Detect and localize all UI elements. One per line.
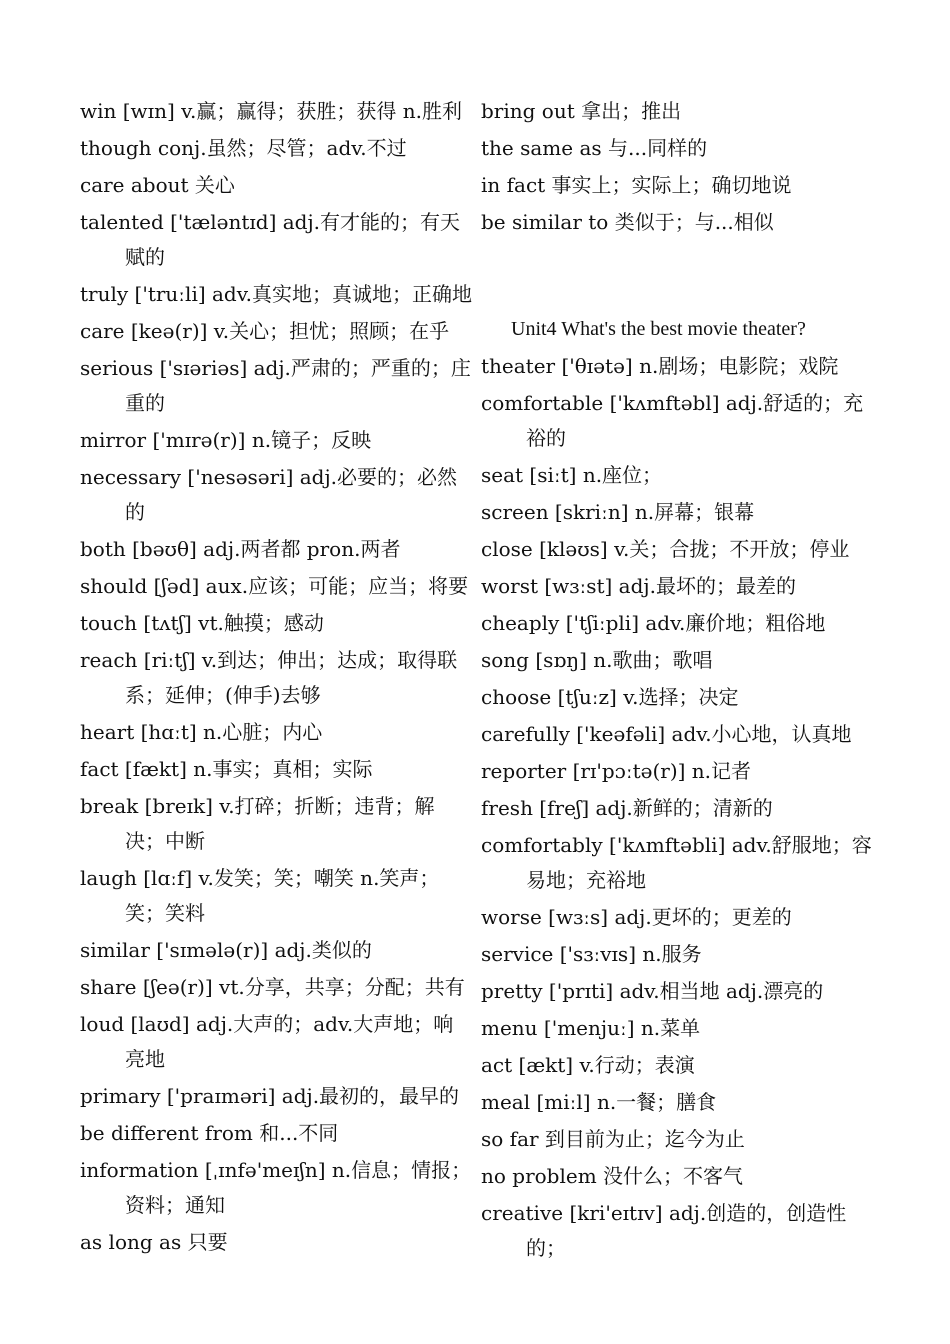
vocab-entry: be different from 和...不同 <box>80 1121 339 1145</box>
vocab-entry: screen [skriːn] n.屏幕；银幕 <box>481 500 755 524</box>
vocab-entry: reporter [rɪ'pɔːtə(r)] n.记者 <box>481 759 752 783</box>
vocab-entry: worse [wɜːs] adj.更坏的；更差的 <box>481 905 792 929</box>
vocab-entry: comfortably ['kʌmftəbli] adv.舒服地；容易地；充裕地 <box>481 833 872 892</box>
vocab-entry: bring out 拿出；推出 <box>481 99 682 123</box>
vocab-entry: similar ['sɪmələ(r)] adj.类似的 <box>80 938 372 962</box>
vocab-entry: be similar to 类似于；与...相似 <box>481 210 774 234</box>
vocab-entry: should [ʃəd] aux.应该；可能；应当；将要 <box>80 574 469 598</box>
vocab-entry: care [keə(r)] v.关心；担忧；照顾；在乎 <box>80 319 450 343</box>
vocab-entry: though conj.虽然；尽管；adv.不过 <box>80 136 407 160</box>
vocab-entry: the same as 与...同样的 <box>481 136 708 160</box>
vocab-entry: service ['sɜːvɪs] n.服务 <box>481 942 702 966</box>
vocab-entry: creative [kri'eɪtɪv] adj.创造的，创造性的； <box>481 1201 847 1260</box>
vocab-entry: break [breɪk] v.打碎；折断；违背；解决；中断 <box>80 794 435 853</box>
vocab-entry: comfortable ['kʌmftəbl] adj.舒适的；充裕的 <box>481 391 864 450</box>
vocab-entry: choose [tʃuːz] v.选择；决定 <box>481 685 739 709</box>
vocab-entry: worst [wɜːst] adj.最坏的；最差的 <box>481 574 796 598</box>
vocab-entry: as long as 只要 <box>80 1230 228 1254</box>
vocab-entry: so far 到目前为止；迄今为止 <box>481 1127 745 1151</box>
vocab-entry: theater ['θɪətə] n.剧场；电影院；戏院 <box>481 354 839 378</box>
vocab-entry: pretty ['prɪti] adv.相当地 adj.漂亮的 <box>481 979 824 1003</box>
vocab-entry: meal [miːl] n.一餐；膳食 <box>481 1090 717 1114</box>
left-column <box>80 94 472 1262</box>
vocab-entry: information [ˌɪnfə'meɪʃn] n.信息；情报；资料；通知 <box>80 1158 472 1217</box>
vocab-entry: serious ['sɪəriəs] adj.严肃的；严重的；庄重的 <box>80 356 471 415</box>
vocab-entry: seat [siːt] n.座位； <box>481 463 663 487</box>
vocab-entry: both [bəʊθ] adj.两者都 pron.两者 <box>80 537 401 561</box>
vocab-entry: no problem 没什么；不客气 <box>481 1164 744 1188</box>
vocab-entry: carefully ['keəfəli] adv.小心地，认真地 <box>481 722 852 746</box>
unit-heading: Unit4 What's the best movie theater? <box>511 318 806 340</box>
vocab-entry: talented ['tæləntɪd] adj.有才能的；有天赋的 <box>80 210 461 269</box>
vocab-entry: primary ['praɪməri] adj.最初的，最早的 <box>80 1084 460 1108</box>
vocab-entry: mirror ['mɪrə(r)] n.镜子；反映 <box>80 428 372 452</box>
vocab-entry: loud [laʊd] adj.大声的；adv.大声地；响亮地 <box>80 1012 454 1071</box>
vocab-entry: win [wɪn] v.赢；赢得；获胜；获得 n.胜利 <box>80 99 462 123</box>
vocab-entry: touch [tʌtʃ] vt.触摸；感动 <box>80 611 324 635</box>
vocab-entry: cheaply ['tʃiːpli] adv.廉价地；粗俗地 <box>481 611 826 635</box>
vocab-entry: share [ʃeə(r)] vt.分享，共享；分配；共有 <box>80 975 465 999</box>
vocab-entry: fact [fækt] n.事实；真相；实际 <box>80 757 373 781</box>
section-spacer <box>481 242 873 312</box>
vocab-entry: menu ['menjuː] n.菜单 <box>481 1016 701 1040</box>
vocab-entry: act [ækt] v.行动；表演 <box>481 1053 695 1077</box>
vocab-entry: in fact 事实上；实际上；确切地说 <box>481 173 792 197</box>
vocab-entry: reach [riːtʃ] v.到达；伸出；达成；取得联系；延伸；(伸手)去够 <box>80 648 458 707</box>
vocab-entry: close [kləʊs] v.关；合拢；不开放；停业 <box>481 537 850 561</box>
right-column <box>481 94 873 1268</box>
vocab-entry: fresh [freʃ] adj.新鲜的；清新的 <box>481 796 773 820</box>
vocab-entry: care about 关心 <box>80 173 235 197</box>
vocab-entry: necessary ['nesəsəri] adj.必要的；必然的 <box>80 465 458 524</box>
vocab-entry: laugh [lɑːf] v.发笑；笑；嘲笑 n.笑声；笑；笑料 <box>80 866 440 925</box>
vocab-entry: song [sɒŋ] n.歌曲；歌唱 <box>481 648 713 672</box>
vocab-entry: heart [hɑːt] n.心脏；内心 <box>80 720 323 744</box>
vocab-entry: truly ['truːli] adv.真实地；真诚地；正确地 <box>80 282 473 306</box>
